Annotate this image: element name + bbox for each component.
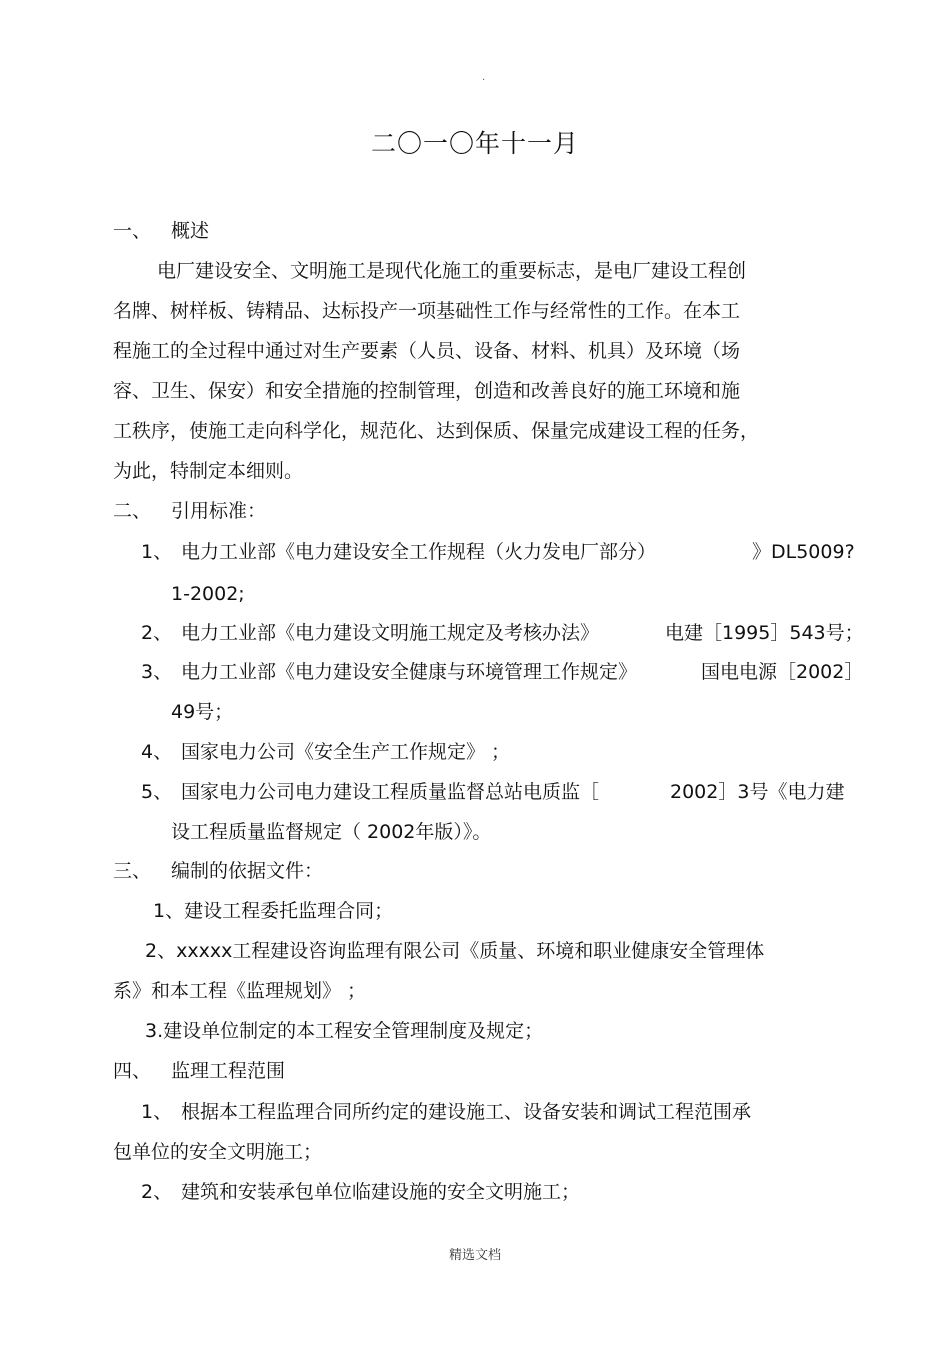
reference-item-text: 电力工业部《电力建设安全健康与环境管理工作规定》: [181, 661, 638, 683]
reference-item-4: [141, 739, 510, 765]
page-footer: 精选文档: [448, 1248, 501, 1263]
scope-item-text: 根据本工程监理合同所约定的建设施工、设备安装和调试工程范围承: [181, 1101, 752, 1123]
reference-item-1-code: 》DL5009?: [752, 541, 855, 563]
reference-item-number: 4、: [141, 741, 173, 763]
header-mark: .: [482, 72, 486, 83]
reference-item-3: [141, 659, 637, 685]
reference-item-2: [141, 620, 599, 646]
section-2-title: 引用标准：: [171, 500, 267, 522]
section-1-paragraph-line: 名牌、树样板、铸精品、达标投产一项基础性工作与经常性的工作。在本工: [113, 300, 741, 322]
section-2-heading: [113, 498, 266, 524]
scope-item-1: [141, 1099, 751, 1125]
reference-item-text: 国家电力公司《安全生产工作规定》 ；: [181, 741, 511, 763]
basis-item-2: 2、xxxxx工程建设咨询监理有限公司《质量、环境和职业健康安全管理体: [145, 940, 765, 962]
reference-item-text: 国家电力公司电力建设工程质量监督总站电质监［: [181, 781, 600, 803]
basis-item-1: 1、建设工程委托监理合同；: [153, 900, 394, 922]
section-3-number: 三、: [113, 860, 152, 882]
section-1-paragraph-line: 电厂建设安全、文明施工是现代化施工的重要标志，是电厂建设工程创: [157, 260, 747, 282]
reference-item-1-continued: 1-2002;: [171, 583, 245, 605]
section-1-title: 概述: [171, 220, 210, 242]
basis-item-2-continued: 系》和本工程《监理规划》 ；: [113, 980, 367, 1002]
reference-item-5-continued: 设工程质量监督规定（ 2002年版）》。: [171, 821, 492, 843]
section-4-heading: [113, 1058, 285, 1084]
scope-item-number: 1、: [141, 1101, 173, 1123]
section-3-title: 编制的依据文件：: [171, 860, 324, 882]
reference-item-number: 2、: [141, 622, 173, 644]
section-1-paragraph-line: 工秩序，使施工走向科学化，规范化、达到保质、保量完成建设工程的任务，: [113, 420, 760, 442]
reference-item-number: 5、: [141, 781, 173, 803]
section-1-paragraph-line: 容、卫生、保安）和安全措施的控制管理，创造和改善良好的施工环境和施: [113, 380, 741, 402]
date-title: 二〇一〇年十一月: [370, 129, 579, 158]
section-4-title: 监理工程范围: [171, 1060, 286, 1082]
scope-item-text: 建筑和安装承包单位临建设施的安全文明施工；: [181, 1181, 581, 1203]
section-3-heading: [113, 858, 323, 884]
scope-item-2: [141, 1179, 580, 1205]
reference-item-number: 3、: [141, 661, 173, 683]
reference-item-5: [141, 779, 599, 805]
section-4-number: 四、: [113, 1060, 152, 1082]
reference-item-text: 电力工业部《电力建设文明施工规定及考核办法》: [181, 622, 600, 644]
scope-item-number: 2、: [141, 1181, 173, 1203]
reference-item-5-code: 2002］3号《电力建: [670, 781, 845, 803]
basis-item-3: 3.建设单位制定的本工程安全管理制度及规定；: [145, 1020, 544, 1042]
section-2-number: 二、: [113, 500, 152, 522]
reference-item-2-code: 电建［1995］543号；: [665, 622, 864, 644]
reference-item-3-continued: 49号；: [171, 701, 234, 723]
scope-item-1-continued: 包单位的安全文明施工；: [113, 1141, 323, 1163]
section-1-paragraph-line: 为此，特制定本细则。: [113, 460, 304, 482]
section-1-paragraph-line: 程施工的全过程中通过对生产要素（人员、设备、材料、机具）及环境（场: [113, 340, 741, 362]
reference-item-number: 1、: [141, 541, 173, 563]
reference-item-text: 电力工业部《电力建设安全工作规程（火力发电厂部分）: [181, 541, 657, 563]
section-1-heading: [113, 218, 209, 244]
reference-item-1: [141, 539, 656, 565]
reference-item-3-code: 国电电源［2002］: [701, 661, 864, 683]
section-1-number: 一、: [113, 220, 152, 242]
